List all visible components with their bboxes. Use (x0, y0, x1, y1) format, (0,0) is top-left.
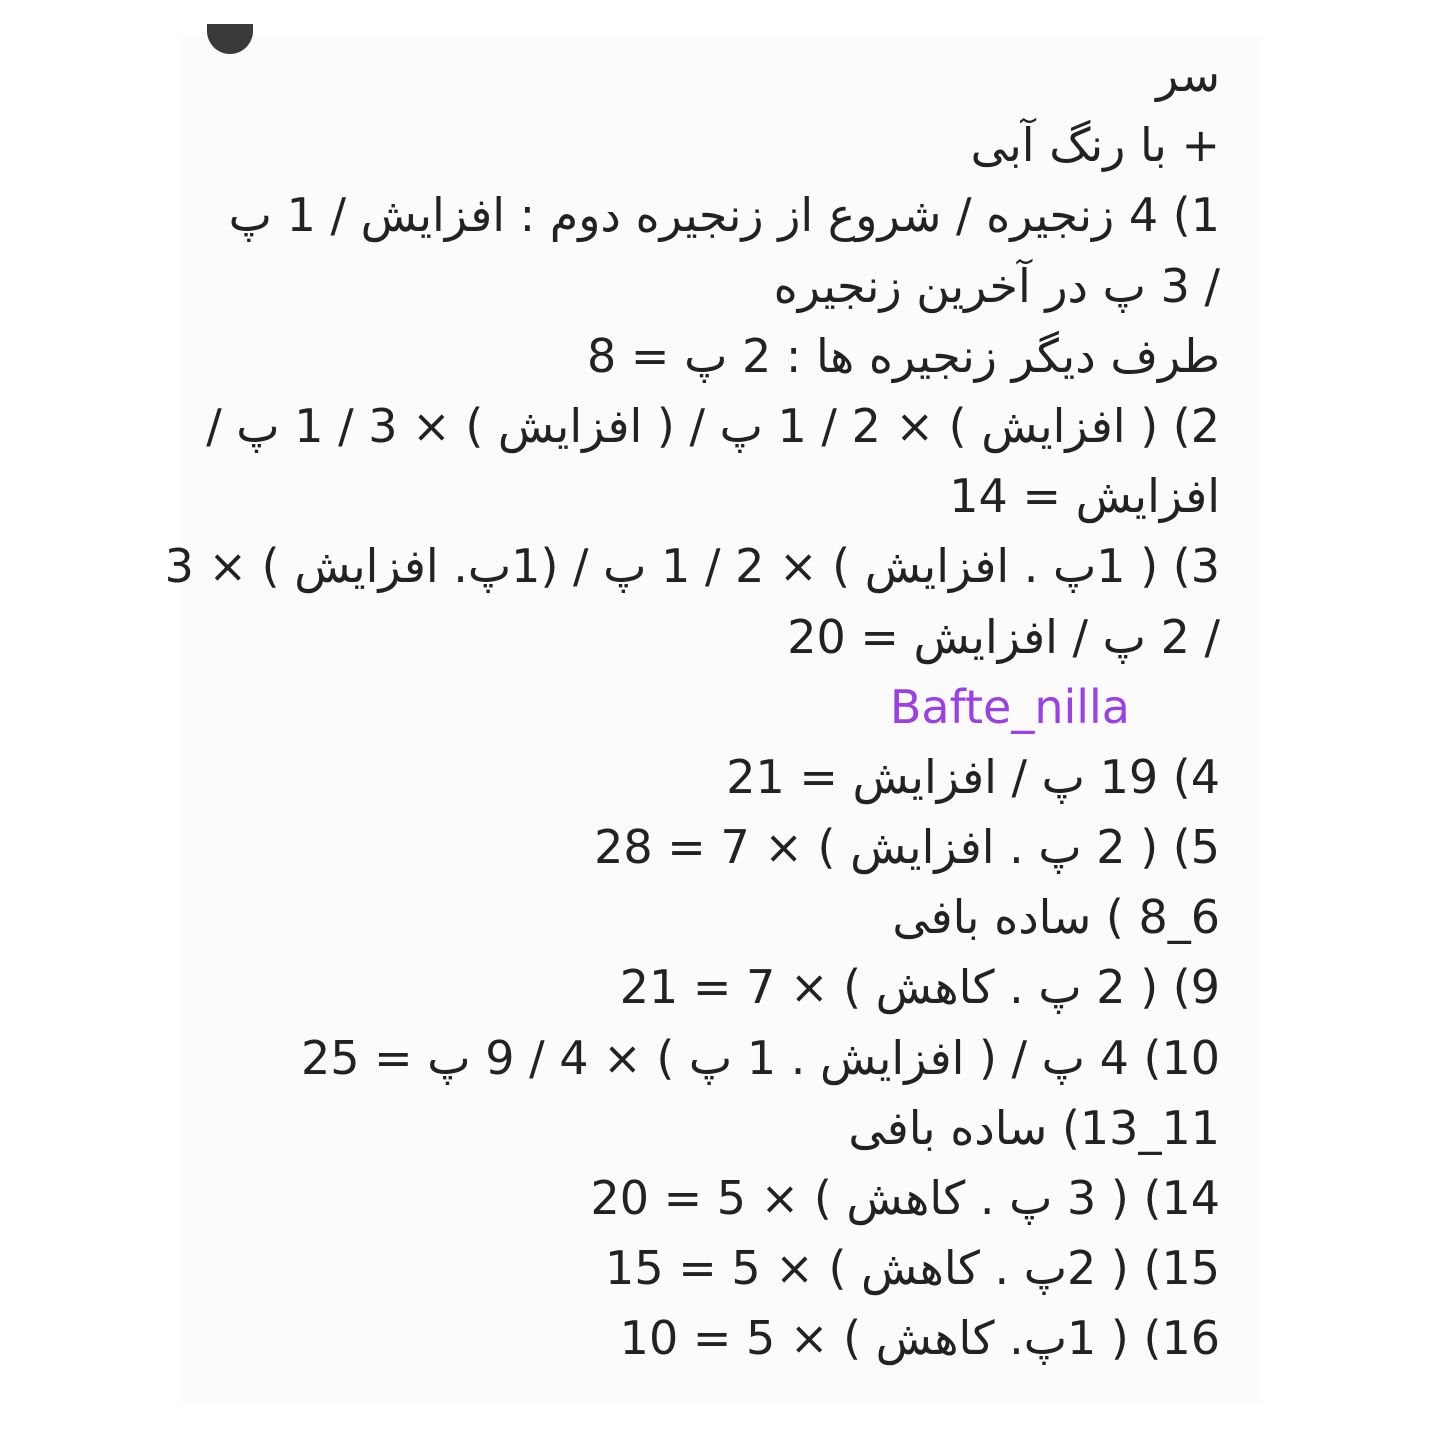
pattern-line: 2) ( افزایش ) × 2 / 1 پ / ( افزایش ) × 3 / 1 پ / (206, 398, 1220, 453)
pattern-text (164, 40, 1220, 1374)
pattern-line: 14) ( 3 پ . کاهش ) × 5 = 20 (590, 1171, 1220, 1225)
pattern-line: 9) ( 2 پ . کاهش ) × 7 = 21 (619, 960, 1220, 1015)
watermark: Bafte_nilla (889, 679, 1130, 734)
pattern-line: 10) 4 پ / ( افزایش . 1 پ ) × 4 / 9 پ = 25 (300, 1030, 1220, 1085)
pattern-line: 16) ( 1پ. کاهش ) × 5 = 10 (619, 1311, 1220, 1366)
pattern-line: / 3 پ در آخرین زنجیره (773, 258, 1220, 313)
pattern-line: 15) ( 2پ . کاهش ) × 5 = 15 (605, 1241, 1220, 1296)
pattern-line: 1) 4 زنجیره / شروع از زنجیره دوم : افزایش / 1 پ (228, 188, 1220, 243)
pattern-line: 4) 19 پ / افزایش = 21 (726, 749, 1220, 804)
section-title: سر (1156, 48, 1220, 102)
pattern-line: 5) ( 2 پ . افزایش ) × 7 = 28 (594, 820, 1220, 875)
pattern-line: 3) ( 1پ . افزایش ) × 2 / 1 پ / (1پ. افزایش ) × 3 (164, 539, 1220, 594)
pattern-line: افزایش = 14 (949, 469, 1220, 524)
pattern-line: 11_13) ساده بافی (848, 1100, 1220, 1155)
pattern-line: / 2 پ / افزایش = 20 (787, 609, 1220, 664)
pattern-line: طرف دیگر زنجیره ها : 2 پ = 8 (587, 328, 1220, 383)
pattern-line: 6_8 ) ساده بافی (892, 890, 1220, 945)
color-note: + با رنگ آبی (970, 118, 1220, 173)
